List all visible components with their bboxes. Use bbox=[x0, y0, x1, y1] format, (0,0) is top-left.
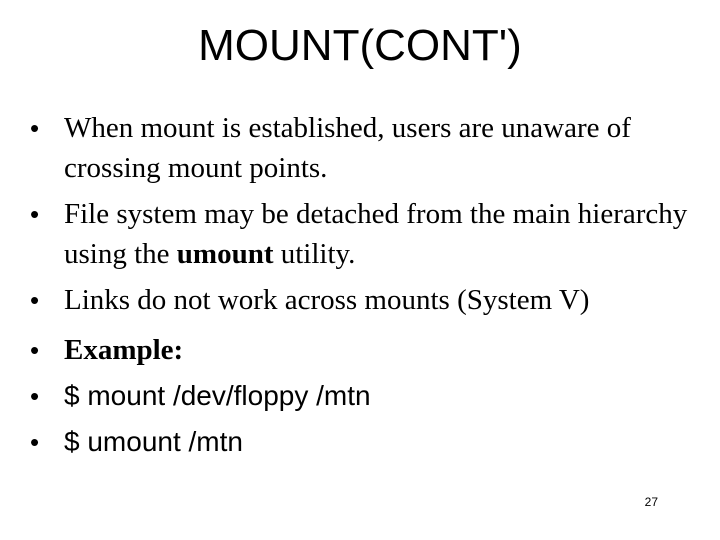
bullet-text: File system may be detached from the main hierarchy using the bbox=[64, 198, 688, 270]
bullet-item bbox=[30, 330, 690, 370]
bullet-item bbox=[30, 194, 690, 274]
bullet-icon: • bbox=[30, 381, 40, 411]
slide-title: MOUNT(CONT') bbox=[198, 21, 522, 70]
bullet-item bbox=[30, 422, 690, 462]
bullet-item bbox=[30, 376, 690, 416]
bullet-item bbox=[30, 108, 690, 188]
bullet-icon: • bbox=[30, 113, 40, 143]
bullet-icon: • bbox=[30, 335, 40, 365]
bullet-text: When mount is established, users are unaware of crossing mount points. bbox=[64, 112, 631, 184]
bullet-text: Links do not work across mounts (System V) bbox=[64, 284, 590, 316]
bullet-item bbox=[30, 280, 690, 320]
bullet-list bbox=[30, 108, 690, 462]
bullet-text-bold: umount bbox=[176, 238, 274, 270]
bullet-text: utility. bbox=[273, 238, 356, 270]
bullet-icon: • bbox=[30, 199, 40, 229]
bullet-icon: • bbox=[30, 427, 40, 457]
bullet-text: $ mount /dev/floppy /mtn bbox=[64, 380, 371, 411]
page-number: 27 bbox=[644, 495, 658, 509]
bullet-text: $ umount /mtn bbox=[64, 426, 243, 457]
bullet-icon: • bbox=[30, 285, 40, 315]
bullet-text-bold: Example: bbox=[64, 334, 184, 366]
